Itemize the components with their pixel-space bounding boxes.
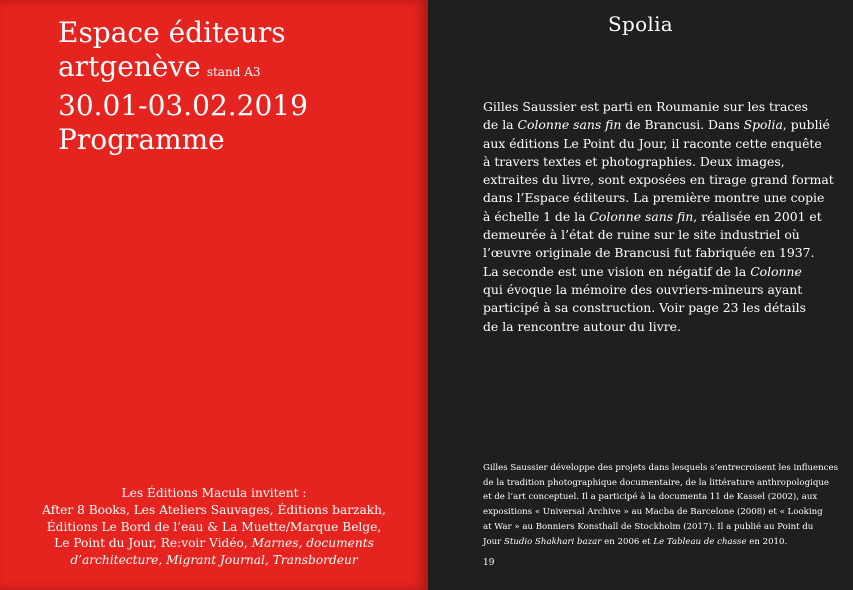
paragraph-line xyxy=(483,135,834,153)
bio-line xyxy=(483,520,838,535)
invite-italic: Marnes, documents xyxy=(251,536,374,551)
text-run: de la xyxy=(483,117,518,133)
invite-line: After 8 Books, Les Ateliers Sauvages, Éditions barzakh, xyxy=(42,502,386,517)
paragraph-line xyxy=(483,116,834,134)
title-line: Espace éditeurs xyxy=(58,16,286,49)
text-run: de la tradition photographique documentaire, de la littérature anthropologique xyxy=(483,477,829,488)
text-run: à échelle 1 de la xyxy=(483,208,590,224)
paragraph-line xyxy=(483,226,834,244)
paragraph-line xyxy=(483,189,834,207)
program-title xyxy=(58,16,308,157)
italic-text: Spolia xyxy=(743,117,783,133)
text-run: et de l’art conceptuel. Il a participé à la documenta 11 de Kassel (2002), aux xyxy=(483,492,818,503)
bio-line xyxy=(483,505,838,520)
page-title: Spolia xyxy=(607,12,674,36)
paragraph-line xyxy=(483,263,834,281)
paragraph-line xyxy=(483,153,834,171)
italic-text: Colonne xyxy=(750,263,802,279)
text-run: de la rencontre autour du livre. xyxy=(483,318,681,334)
text-run: Gilles Saussier développe des projets dans lesquels s’entrecroisent les influences xyxy=(483,463,838,473)
text-run: participé à sa construction. Voir page 23 les détails xyxy=(483,300,806,316)
paragraph-line xyxy=(483,98,834,116)
text-run: de Brancusi. Dans xyxy=(621,117,744,133)
invite-block xyxy=(0,485,428,569)
page-number: 19 xyxy=(483,558,495,568)
right-page xyxy=(428,0,853,590)
title-line xyxy=(58,50,308,89)
italic-text: Studio Shakhari bazar xyxy=(504,536,602,547)
invite-line xyxy=(0,535,428,552)
text-run: expositions « Universal Archive » au Macba de Barcelone (2008) et « Looking xyxy=(483,507,823,518)
text-run: Jour xyxy=(483,536,504,547)
text-run: Gilles Saussier est parti en Roumanie sur les traces xyxy=(483,99,808,114)
text-run: extraites du livre, sont exposées en tirage grand format xyxy=(483,172,834,188)
invite-italic: d’architecture, Migrant Journal, Transbordeur xyxy=(70,553,358,568)
author-bio xyxy=(483,461,838,549)
text-run: , réalisée en 2001 et xyxy=(693,208,822,224)
italic-text: Colonne sans fin xyxy=(589,208,694,224)
paragraph-line xyxy=(483,171,834,189)
text-run: dans l’Espace éditeurs. La première montre une copie xyxy=(483,190,825,206)
stand-label: stand A3 xyxy=(206,65,261,79)
text-run: aux éditions Le Point du Jour, il raconte cette enquête xyxy=(483,135,822,151)
invite-heading: Les Éditions Macula invitent : xyxy=(121,486,307,500)
paragraph-line xyxy=(483,208,834,226)
text-run: La seconde est une vision en négatif de la xyxy=(483,263,751,279)
text-run: qui évoque la mémoire des ouvriers-mineurs ayant xyxy=(483,281,803,297)
text-run: en 2006 et xyxy=(601,536,654,547)
paragraph-line xyxy=(483,299,834,317)
invite-line: Éditions Le Bord de l’eau & La Muette/Marque Belge, xyxy=(46,519,382,534)
text-run: à travers textes et photographies. Deux images, xyxy=(483,153,785,169)
text-run: l’œuvre originale de Brancusi fut fabriquée en 1937. xyxy=(483,245,815,261)
title-dates: 30.01-03.02.2019 xyxy=(58,89,308,122)
text-run: demeurée à l’état de ruine sur le site industriel où xyxy=(483,227,800,243)
text-run: en 2010. xyxy=(746,536,788,547)
title-line-text: artgenève xyxy=(58,50,201,83)
main-paragraph xyxy=(483,98,834,336)
bio-line xyxy=(483,476,838,491)
bio-line xyxy=(483,490,838,505)
paragraph-line xyxy=(483,244,834,262)
paragraph-line xyxy=(483,281,834,299)
bio-line xyxy=(483,461,838,476)
bio-line xyxy=(483,535,838,550)
invite-line xyxy=(0,552,428,569)
title-line: Programme xyxy=(58,123,225,156)
italic-text: Colonne sans fin xyxy=(517,117,622,133)
text-run: , publié xyxy=(782,117,830,133)
invite-text: Le Point du Jour, Re:voir Vidéo, xyxy=(54,536,252,551)
text-run: at War » au Bonniers Konsthall de Stockholm (2017). Il a publié au Point du xyxy=(483,521,814,532)
paragraph-line xyxy=(483,318,834,336)
italic-text: Le Tableau de chasse xyxy=(653,536,747,547)
